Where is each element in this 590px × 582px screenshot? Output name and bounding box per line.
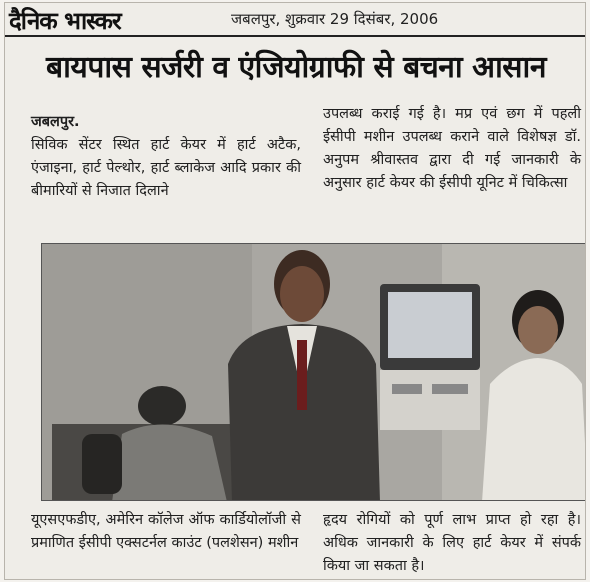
article-city: जबलपुर. (31, 114, 80, 130)
publication-dateline: जबलपुर, शुक्रवार 29 दिसंबर, 2006 (231, 10, 439, 28)
article-text-left-bottom: यूएसएफडीए, अमेरिन कॉलेज ऑफ कार्डियोलॉजी से प्रमाणित ईसीपी एक्सटर्नल काउंट (पलशेसन) मशीन (31, 512, 301, 551)
article-column-left-bottom (31, 509, 301, 555)
newspaper-name: दैनिक भास्कर (9, 7, 121, 35)
article-column-right-top (323, 103, 581, 195)
article-column-left-top (31, 111, 301, 203)
photo-illustration (42, 244, 586, 501)
newspaper-clipping (4, 2, 586, 580)
article-headline: बायपास सर्जरी व एंजियोग्राफी से बचना आसान (46, 50, 546, 85)
masthead (5, 3, 586, 37)
article-text-right-bottom: हृदय रोगियों को पूर्ण लाभ प्राप्त हो रहा है। अधिक जानकारी के लिए हार्ट केयर में संपर्क किया जा सकता है। (323, 512, 581, 574)
article-photo (41, 243, 586, 501)
article-text-right-top: उपलब्ध कराई गई है। मप्र एवं छग में पहली ईसीपी मशीन उपलब्ध कराने वाले विशेषज्ञ डॉ. अनुपम श्रीवास्तव द्वारा दी गई जानकारी के अनुसार हार्ट केयर की ईसीपी यूनिट में चिकित्सा (323, 106, 581, 191)
equipment-monitor (380, 284, 480, 430)
article-column-right-bottom (323, 509, 581, 578)
article-text-left-top: सिविक सेंटर स्थित हार्ट केयर में हार्ट अटैक, एंजाइना, हार्ट पेल्थोर, हार्ट ब्लाकेज आदि प्रकार की बीमारियों से निजात दिलाने (31, 137, 301, 199)
